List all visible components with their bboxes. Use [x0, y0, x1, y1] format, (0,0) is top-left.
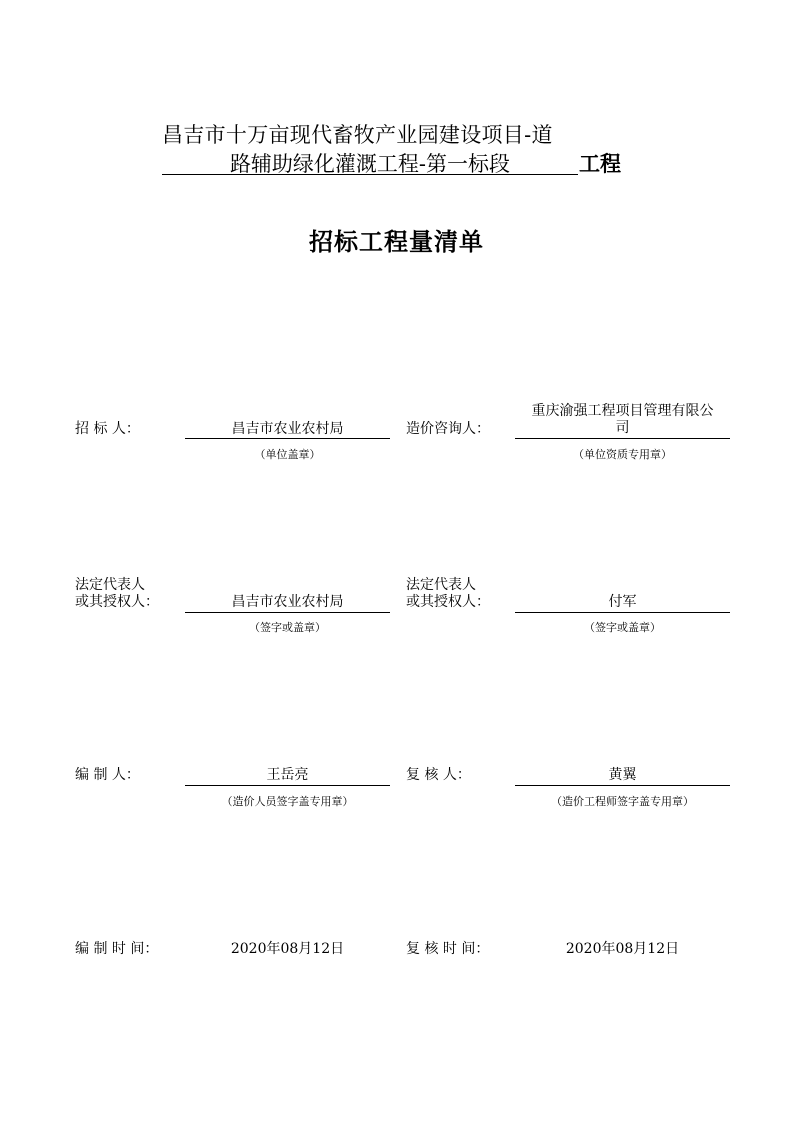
project-suffix: 工程: [579, 151, 621, 176]
tenderer-value: 昌吉市农业农村局: [231, 421, 344, 437]
project-name-underline: [162, 174, 578, 175]
legal-rep-right-underline: [515, 612, 730, 613]
project-name-line2: 路辅助绿化灌溉工程-第一标段: [229, 152, 511, 176]
compiler-underline: [185, 785, 390, 786]
project-name-line1: 昌吉市十万亩现代畜牧产业园建设项目-道: [162, 123, 553, 147]
compile-time-value: 2020年08月12日: [230, 941, 345, 957]
reviewer-label: 复 核 人：: [406, 767, 471, 783]
consultant-note: （单位资质专用章）: [573, 448, 672, 461]
legal-rep-left-note: （签字或盖章）: [249, 621, 326, 634]
compile-time-label: 编 制 时 间：: [75, 941, 159, 957]
consultant-label: 造价咨询人：: [406, 421, 490, 437]
reviewer-underline: [515, 785, 730, 786]
legal-rep-left-label-line2: 或其授权人：: [75, 594, 159, 610]
tenderer-label: 招 标 人：: [75, 421, 140, 437]
legal-rep-right-label-line2: 或其授权人：: [406, 594, 490, 610]
legal-rep-right-label-line1: 法定代表人: [406, 577, 476, 593]
tenderer-note: （单位盖章）: [254, 448, 321, 461]
legal-rep-right-note: （签字或盖章）: [584, 621, 661, 634]
review-time-label: 复 核 时 间：: [406, 941, 490, 957]
legal-rep-left-underline: [185, 612, 390, 613]
legal-rep-right-value: 付军: [608, 594, 637, 610]
compiler-label: 编 制 人：: [75, 767, 140, 783]
consultant-value-line2: 司: [615, 420, 630, 436]
tenderer-underline: [185, 438, 390, 439]
compiler-value: 王岳亮: [266, 767, 309, 783]
reviewer-note: （造价工程师签字盖专用章）: [551, 795, 694, 808]
document-title: 招标工程量清单: [309, 227, 484, 256]
legal-rep-left-label-line1: 法定代表人: [75, 577, 145, 593]
consultant-underline: [515, 438, 730, 439]
reviewer-value: 黄翼: [608, 767, 637, 783]
consultant-value-line1: 重庆渝强工程项目管理有限公: [531, 403, 714, 419]
legal-rep-left-value: 昌吉市农业农村局: [231, 594, 344, 610]
review-time-value: 2020年08月12日: [565, 941, 680, 957]
compiler-note: （造价人员签字盖专用章）: [221, 795, 354, 808]
